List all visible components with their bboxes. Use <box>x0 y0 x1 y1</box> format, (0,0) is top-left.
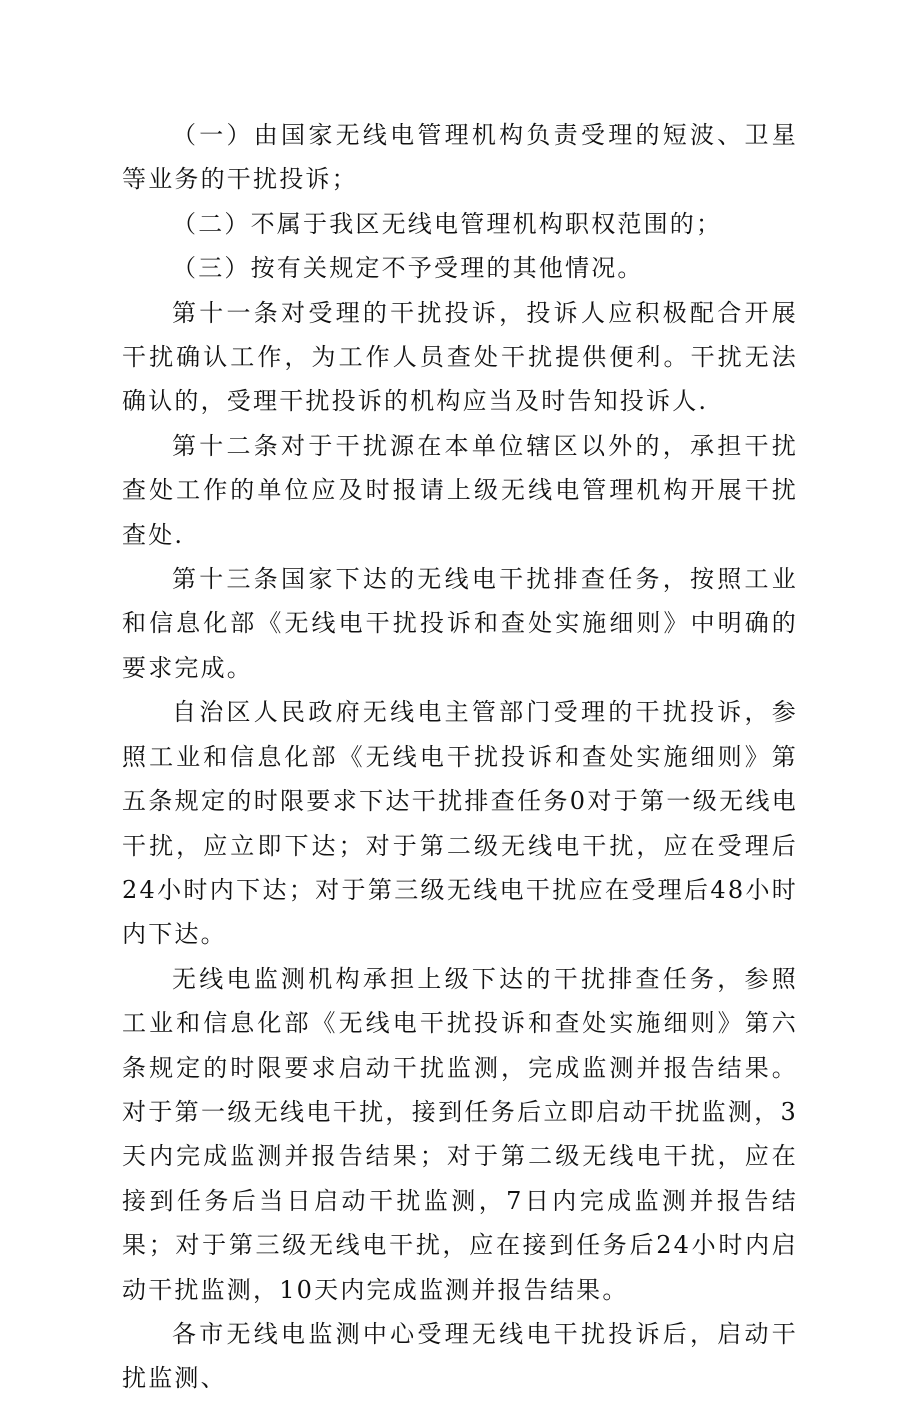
monitoring-timeline-paragraph: 无线电监测机构承担上级下达的干扰排查任务，参照工业和信息化部《无线电干扰投诉和查处实施细则》第六条规定的时限要求启动干扰监测，完成监测并报告结果。对于第一级无线电干扰，接到任务后立即启动干扰监测，3天内完成监测并报告结果；对于第二级无线电干扰，应在接到任务后当日启动干扰监测，7日内完成监测并报告结果；对于第三级无线电干扰，应在接到任务后24小时内启动干扰监测，10天内完成监测并报告结果。 <box>122 964 798 1304</box>
article-12-paragraph: 第十二条对于干扰源在本单位辖区以外的，承担干扰查处工作的单位应及时报请上级无线电管理机构开展干扰查处. <box>122 431 798 549</box>
paragraph-item-3: （三）按有关规定不予受理的其他情况。 <box>172 254 644 283</box>
paragraph-item-1: （一）由国家无线电管理机构负责受理的短波、卫星等业务的干扰投诉； <box>122 121 798 194</box>
article-13-paragraph: 第十三条国家下达的无线电干扰排查任务，按照工业和信息化部《无线电干扰投诉和查处实施细则》中明确的要求完成。 <box>122 565 798 682</box>
regional-timeline-paragraph: 自治区人民政府无线电主管部门受理的干扰投诉，参照工业和信息化部《无线电干扰投诉和查处实施细则》第五条规定的时限要求下达干扰排查任务0对于第一级无线电干扰，应立即下达；对于第二级无线电干扰，应在受理后24小时内下达；对于第三级无线电干扰应在受理后48小时内下达。 <box>122 698 798 949</box>
article-11-paragraph: 第十一条对受理的干扰投诉，投诉人应积极配合开展干扰确认工作，为工作人员查处干扰提供便利。干扰无法确认的，受理干扰投诉的机构应当及时告知投诉人. <box>122 298 798 416</box>
paragraph-item-2: （二）不属于我区无线电管理机构职权范围的； <box>172 209 723 238</box>
city-center-paragraph: 各市无线电监测中心受理无线电干扰投诉后，启动干扰监测、 <box>122 1319 798 1393</box>
document-body <box>122 113 798 1401</box>
